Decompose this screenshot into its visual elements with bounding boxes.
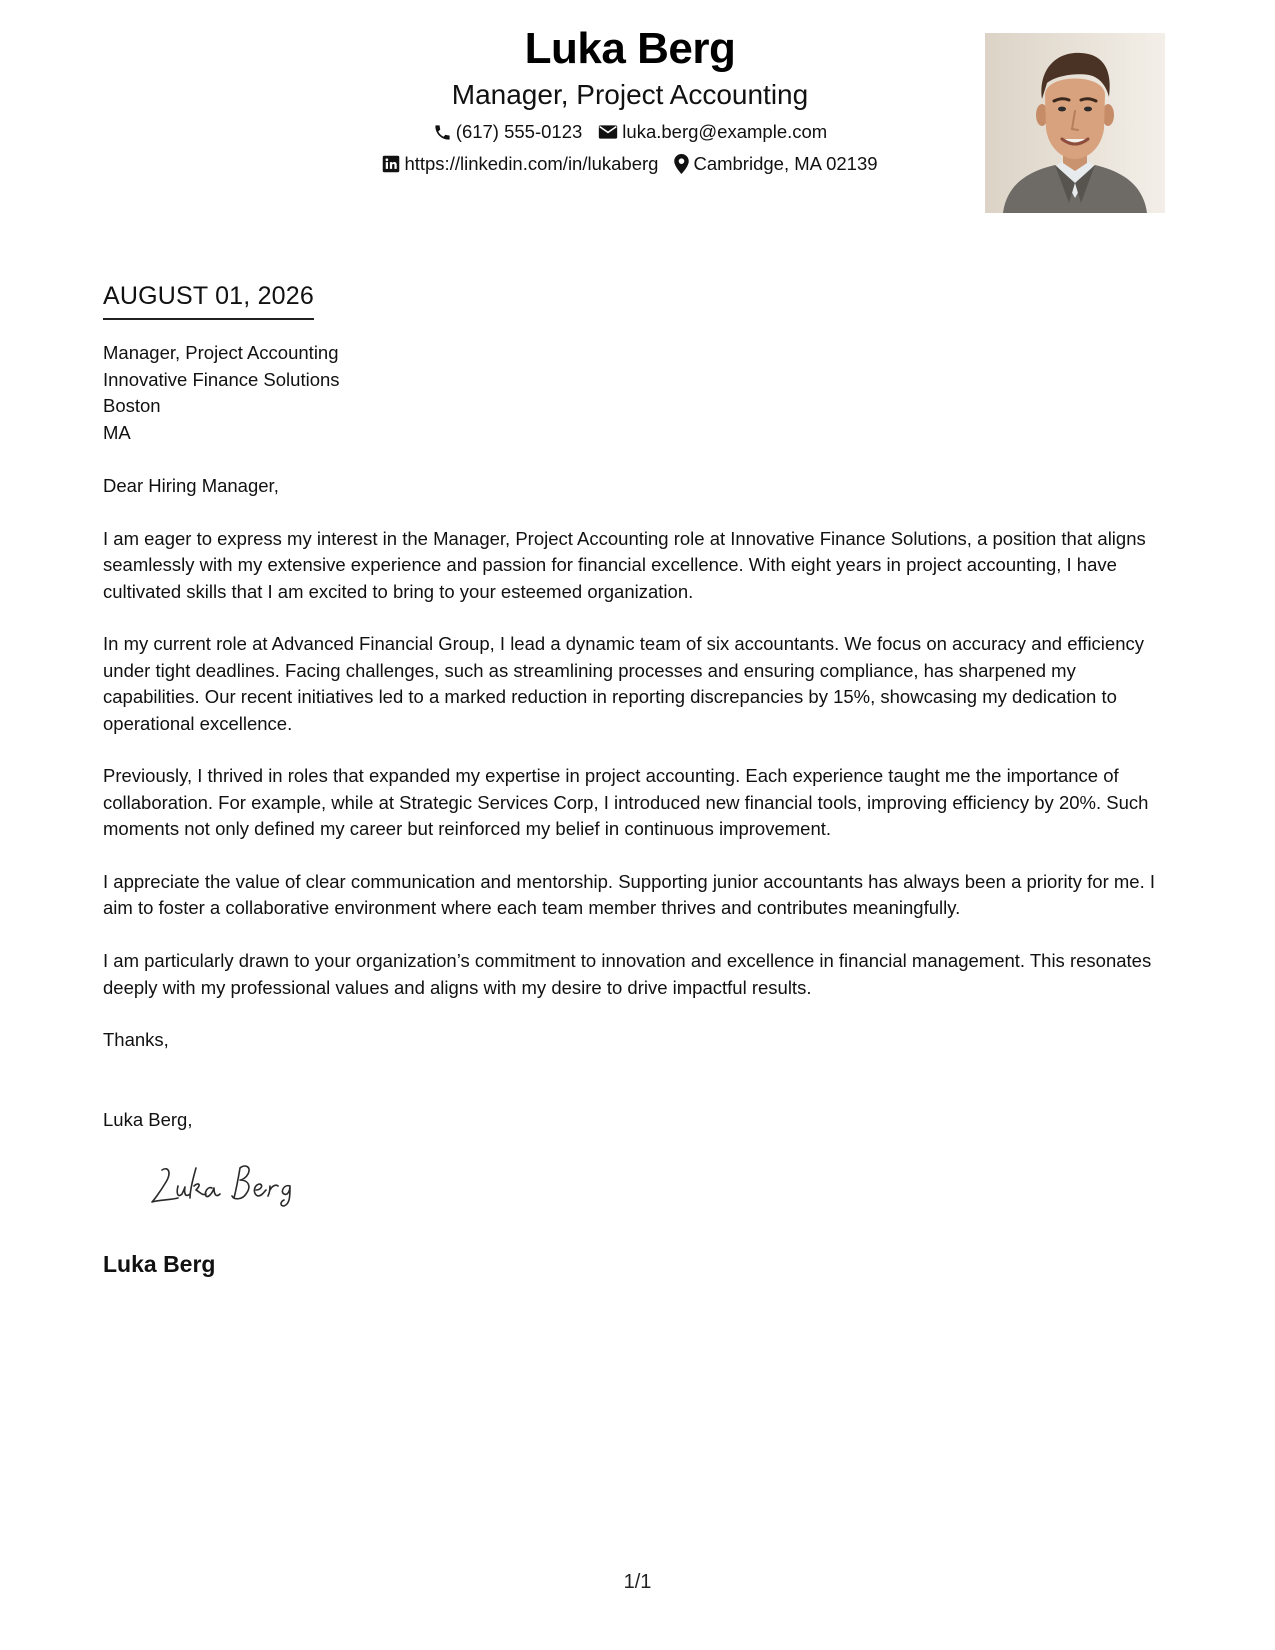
phone-icon: [433, 123, 452, 142]
map-pin-icon: [674, 154, 689, 174]
phone-contact: [433, 121, 583, 143]
linkedin-icon: [382, 155, 400, 173]
linkedin-url[interactable]: https://linkedin.com/in/lukaberg: [404, 153, 659, 174]
closing-line: Thanks,: [103, 1029, 169, 1051]
envelope-icon: [598, 124, 618, 140]
recipient-city: Boston: [103, 395, 161, 416]
sign-off-name: Luka Berg,: [103, 1108, 193, 1130]
location-text: Cambridge, MA 02139: [693, 153, 878, 174]
profile-photo: [985, 33, 1165, 213]
recipient-state: MA: [103, 421, 131, 443]
recipient-address: [103, 340, 340, 446]
linkedin-contact[interactable]: [382, 153, 658, 175]
email-address[interactable]: luka.berg@example.com: [622, 121, 828, 142]
handwritten-signature: [148, 1160, 328, 1210]
letter-header: [260, 20, 1000, 175]
recipient-title: Manager, Project Accounting: [103, 342, 339, 363]
location-contact: [674, 153, 877, 175]
contact-row-secondary: [260, 153, 1000, 175]
letter-date: AUGUST 01, 2026: [103, 280, 314, 320]
body-paragraph: I am eager to express my interest in the Manager, Project Accounting role at Innovative Finance Solutions, a position that aligns seamlessly with my extensive experience and passion for financial excellence. With eight years in project accounting, I have cultivated skills that I am excited to bring to your esteemed organization.: [103, 527, 1146, 602]
phone-number: (617) 555-0123: [455, 121, 583, 142]
email-contact[interactable]: [598, 121, 827, 143]
body-paragraph: I am particularly drawn to your organization’s commitment to innovation and excellence in financial management. This resonates deeply with my professional values and aligns with my desire to drive impactful results.: [103, 950, 1152, 998]
contact-row-primary: [260, 121, 1000, 143]
body-paragraph: I appreciate the value of clear communication and mentorship. Supporting junior accountants has always been a priority for me. I aim to foster a collaborative environment where each team member thrives and contributes meaningfully.: [103, 871, 1155, 919]
page-number: 1/1: [623, 1571, 652, 1593]
signer-name: Luka Berg: [103, 1251, 216, 1277]
body-paragraph: In my current role at Advanced Financial Group, I lead a dynamic team of six accountants. We focus on accuracy and efficiency under tight deadlines. Facing challenges, such as streamlining processes and ensuring compliance, has sharpened my capabilities. Our recent initiatives led to a marked reduction in reporting discrepancies by 15%, showcasing my dedication to operational excellence.: [103, 633, 1144, 734]
applicant-title: Manager, Project Accounting: [451, 79, 809, 110]
body-paragraph: Previously, I thrived in roles that expanded my expertise in project accounting. Each experience taught me the importance of collaboration. For example, while at Strategic Services Corp, I introduced new financial tools, improving efficiency by 20%. Such moments not only defined my career but reinforced my belief in continuous improvement.: [103, 765, 1149, 840]
letter-body: [103, 473, 1175, 1160]
applicant-name: Luka Berg: [524, 24, 736, 73]
salutation: Dear Hiring Manager,: [103, 475, 279, 496]
recipient-company: Innovative Finance Solutions: [103, 368, 340, 390]
